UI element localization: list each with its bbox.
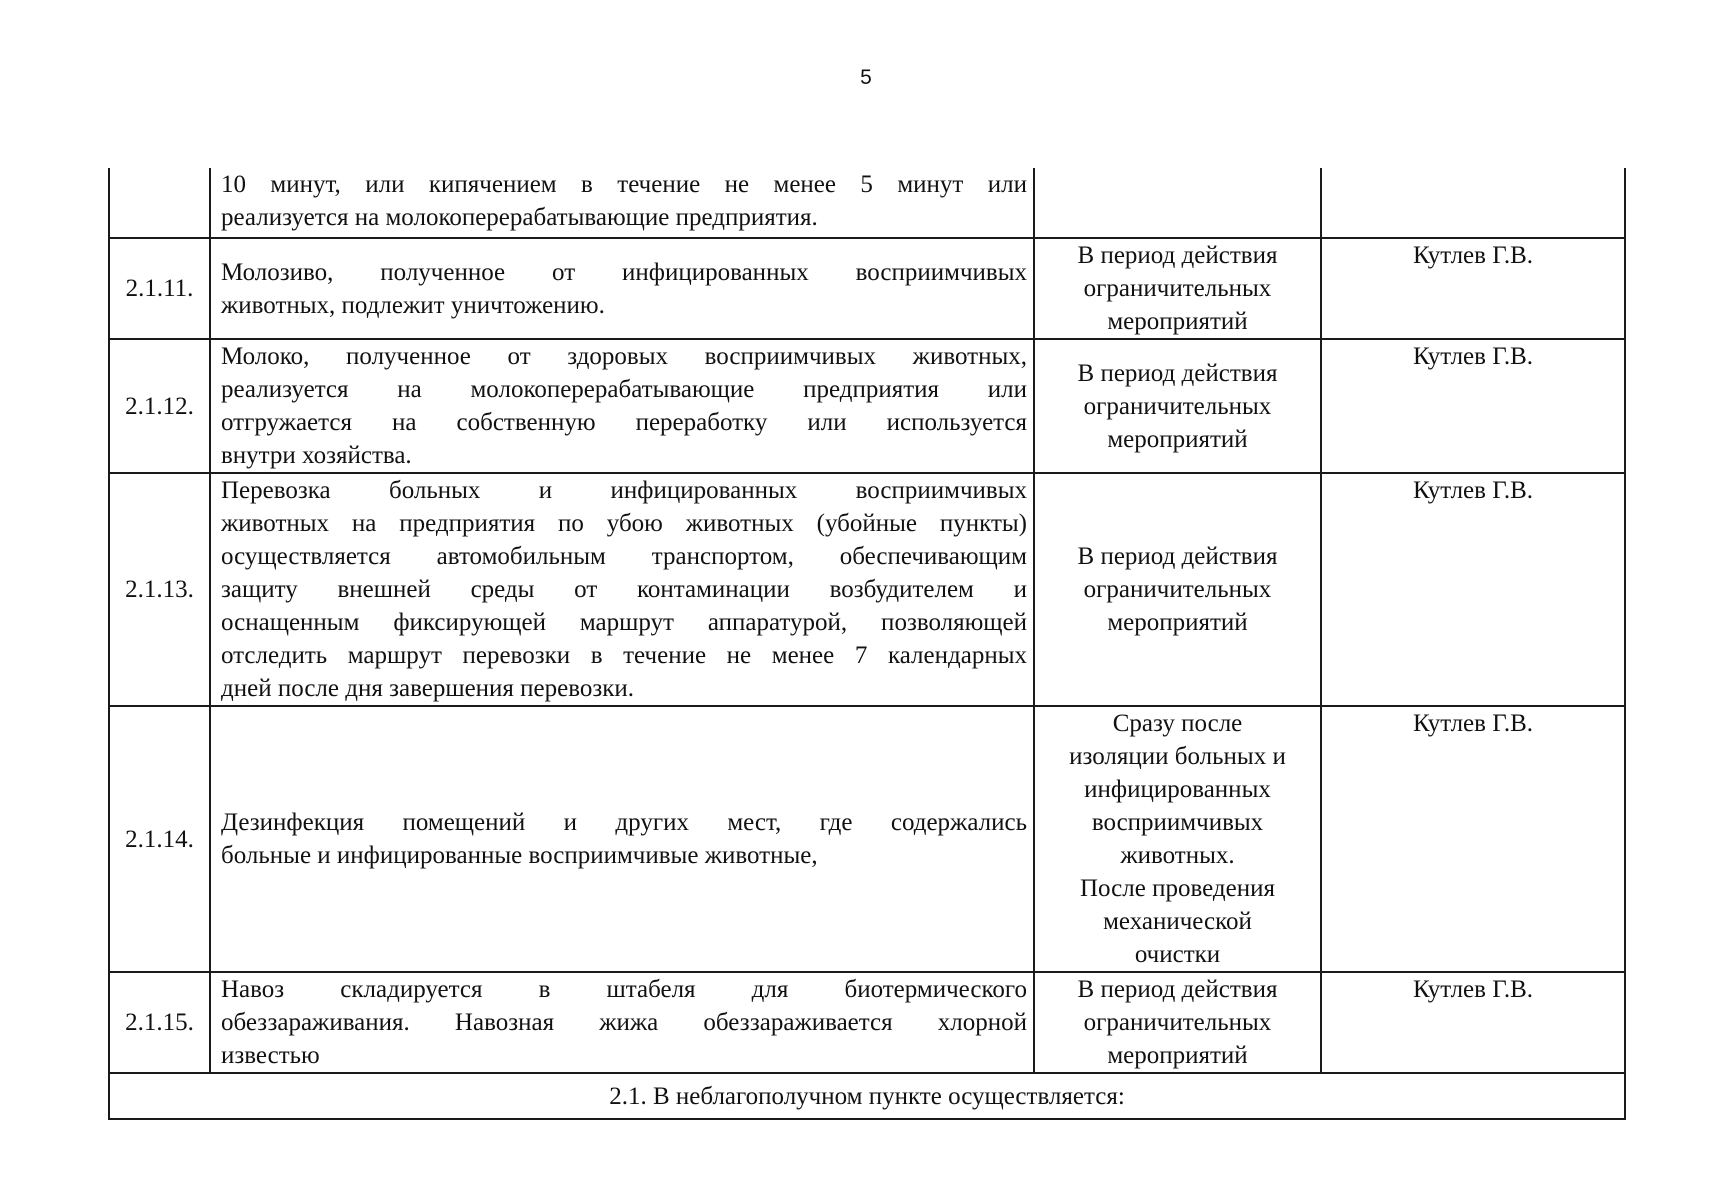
description-line: Молоко, полученное от здоровых восприимчивых животных, xyxy=(221,343,1027,370)
row-responsible: Кутлев Г.В. xyxy=(1321,339,1625,473)
row-number: 2.1.14. xyxy=(109,706,210,972)
description-line: животных, подлежит уничтожению. xyxy=(221,291,605,319)
row-timing xyxy=(1034,339,1321,473)
measures-table xyxy=(108,168,1626,1120)
row-description xyxy=(210,168,1034,238)
page-number: 5 xyxy=(860,66,872,89)
timing-line: ограничительных xyxy=(1083,392,1272,420)
timing-line: В период действия xyxy=(1077,543,1278,570)
description-line: Навоз складируется в штабеля для биотермического xyxy=(221,976,1027,1003)
section-heading-row xyxy=(109,1073,1625,1119)
table-row xyxy=(109,339,1625,473)
timing-line: восприимчивых xyxy=(1091,809,1264,836)
timing-line: В период действия xyxy=(1077,242,1278,269)
row-description xyxy=(210,473,1034,706)
row-number: 2.1.15. xyxy=(109,972,210,1073)
row-description xyxy=(210,706,1034,972)
row-responsible xyxy=(1321,168,1625,238)
row-responsible: Кутлев Г.В. xyxy=(1321,473,1625,706)
timing-line: мероприятий xyxy=(1107,425,1248,453)
description-line: отгружается на собственную переработку или используется xyxy=(221,409,1027,436)
description-line: осуществляется автомобильным транспортом, обеспечивающим xyxy=(221,543,1027,570)
description-line: реализуется на молокоперерабатывающие предприятия. xyxy=(221,204,818,231)
table-row-continuation xyxy=(109,168,1625,238)
description-line: внутри хозяйства. xyxy=(221,442,412,469)
table-row xyxy=(109,238,1625,339)
row-responsible: Кутлев Г.В. xyxy=(1321,972,1625,1073)
description-line: защиту внешней среды от контаминации возбудителем и xyxy=(221,576,1027,603)
table-row xyxy=(109,473,1625,706)
description-line: 10 минут, или кипячением в течение не менее 5 минут или xyxy=(221,171,1027,198)
timing-line: мероприятий xyxy=(1107,609,1248,636)
description-line: оснащенным фиксирующей маршрут аппаратурой, позволяющей xyxy=(221,609,1027,636)
row-number: 2.1.11. xyxy=(109,238,210,339)
row-timing xyxy=(1034,972,1321,1073)
row-number: 2.1.13. xyxy=(109,473,210,706)
row-number xyxy=(109,168,210,238)
row-responsible: Кутлев Г.В. xyxy=(1321,238,1625,339)
description-line: Дезинфекция помещений и других мест, где содержались xyxy=(221,809,1027,836)
table-row xyxy=(109,706,1625,972)
row-description xyxy=(210,238,1034,339)
section-heading: 2.1. В неблагополучном пункте осуществляется: xyxy=(109,1073,1625,1119)
timing-line: мероприятий xyxy=(1107,1042,1248,1069)
timing-line: очистки xyxy=(1134,941,1221,968)
timing-line: ограничительных xyxy=(1083,275,1272,302)
timing-line: ограничительных xyxy=(1083,1009,1272,1036)
row-timing xyxy=(1034,473,1321,706)
timing-line: животных. xyxy=(1120,842,1235,869)
row-description xyxy=(210,972,1034,1073)
timing-line: Сразу после xyxy=(1112,710,1243,737)
description-line: известью xyxy=(221,1042,320,1069)
timing-line: В период действия xyxy=(1077,359,1278,387)
description-line: реализуется на молокоперерабатывающие предприятия или xyxy=(221,376,1027,403)
timing-line: механической xyxy=(1103,908,1252,935)
table-row xyxy=(109,972,1625,1073)
timing-line: В период действия xyxy=(1077,976,1278,1003)
row-timing xyxy=(1034,168,1321,238)
timing-line: мероприятий xyxy=(1107,308,1248,335)
row-responsible: Кутлев Г.В. xyxy=(1321,706,1625,972)
timing-line: инфицированных xyxy=(1084,776,1271,803)
description-line: дней после дня завершения перевозки. xyxy=(221,675,635,702)
description-line: Молозиво, полученное от инфицированных восприимчивых xyxy=(221,258,1027,286)
description-line: отследить маршрут перевозки в течение не менее 7 календарных xyxy=(221,642,1027,669)
row-timing xyxy=(1034,238,1321,339)
timing-line: После проведения xyxy=(1080,875,1275,902)
row-number: 2.1.12. xyxy=(109,339,210,473)
timing-line: ограничительных xyxy=(1083,576,1272,603)
row-description xyxy=(210,339,1034,473)
row-timing xyxy=(1034,706,1321,972)
description-line: Перевозка больных и инфицированных восприимчивых xyxy=(221,477,1027,504)
timing-line: изоляции больных и xyxy=(1069,743,1286,770)
description-line: больные и инфицированные восприимчивые животные, xyxy=(221,842,818,869)
description-line: обеззараживания. Навозная жижа обеззараживается хлорной xyxy=(221,1009,1027,1036)
description-line: животных на предприятия по убою животных (убойные пункты) xyxy=(221,510,1027,537)
